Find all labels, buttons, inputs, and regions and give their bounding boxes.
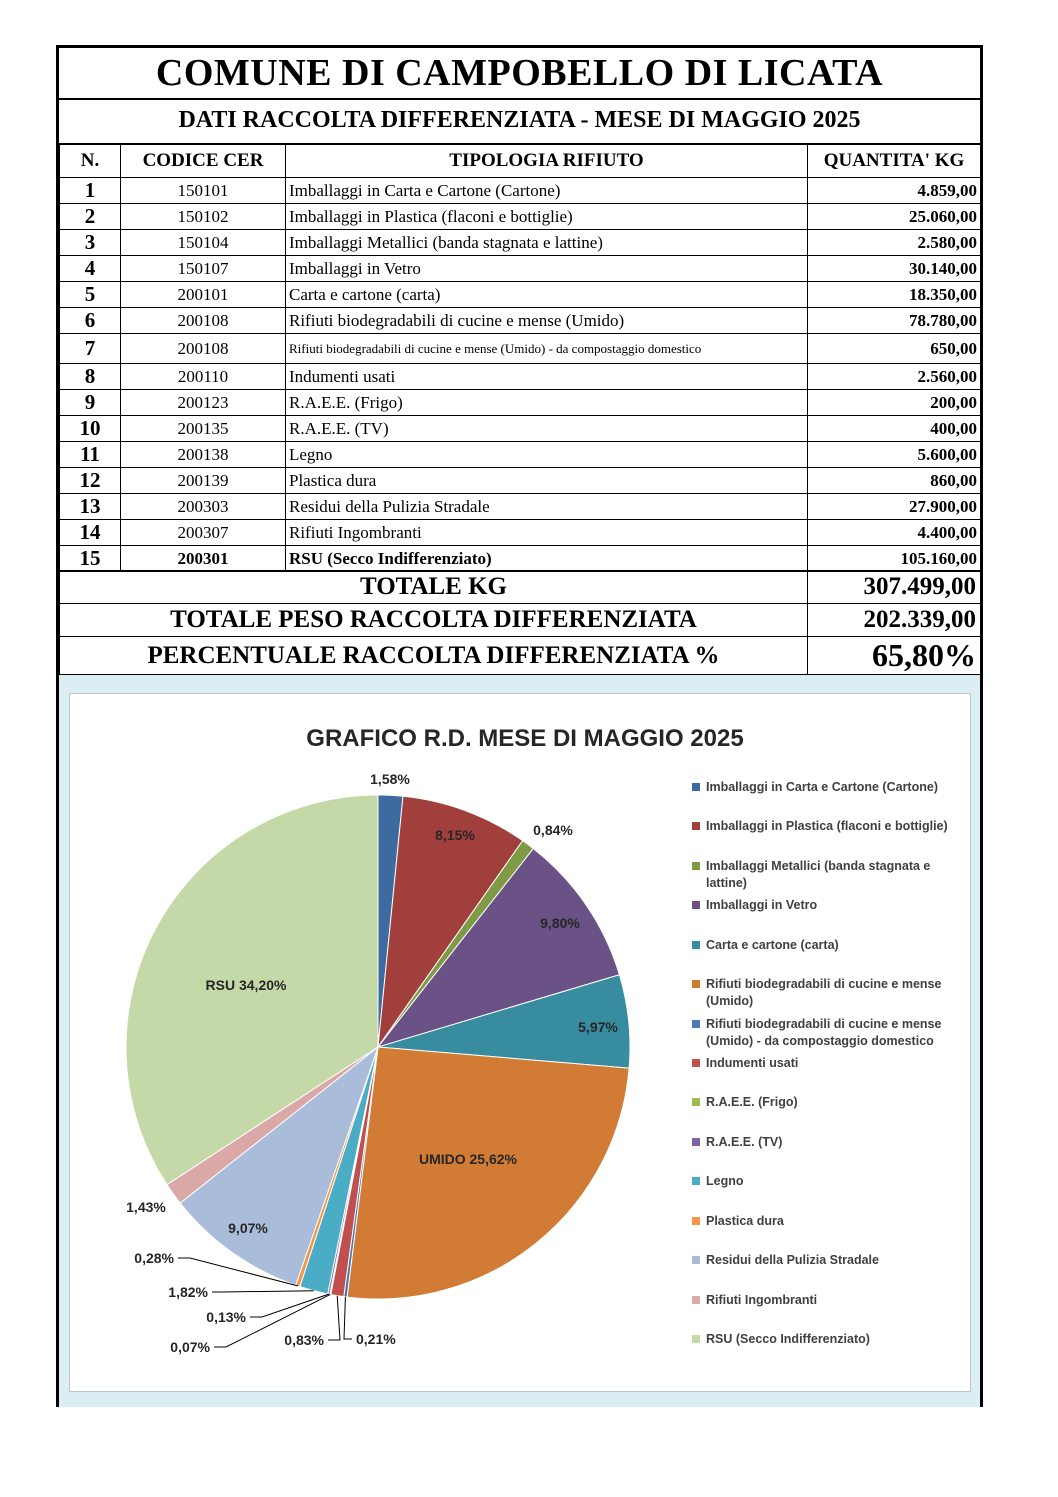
quantity: 2.560,00 bbox=[808, 364, 981, 390]
legend-swatch bbox=[692, 1256, 700, 1264]
cer-code: 150104 bbox=[121, 230, 286, 256]
chart-box bbox=[69, 693, 971, 1392]
cer-code: 200307 bbox=[121, 520, 286, 546]
legend-item: Rifiuti biodegradabili di cucine e mense (Umido) - da compostaggio domestico bbox=[706, 1017, 942, 1048]
waste-type: Imballaggi in Carta e Cartone (Cartone) bbox=[286, 178, 808, 204]
waste-type: Imballaggi Metallici (banda stagnata e lattine) bbox=[286, 230, 808, 256]
quantity: 650,00 bbox=[808, 334, 981, 364]
row-number: 7 bbox=[60, 334, 121, 364]
column-header-quantity: QUANTITA' KG bbox=[808, 144, 981, 178]
legend-item: Carta e cartone (carta) bbox=[706, 938, 839, 952]
percentage-rd-value: 65,80% bbox=[808, 637, 981, 675]
quantity: 18.350,00 bbox=[808, 282, 981, 308]
row-number: 1 bbox=[60, 178, 121, 204]
chart-title: GRAFICO R.D. MESE DI MAGGIO 2025 bbox=[306, 725, 744, 752]
quantity: 4.400,00 bbox=[808, 520, 981, 546]
percentage-rd-row bbox=[60, 637, 981, 675]
row-number: 12 bbox=[60, 468, 121, 494]
legend-item: Imballaggi in Vetro bbox=[706, 898, 818, 912]
slice-label: 0,13% bbox=[206, 1309, 246, 1325]
legend-item: Imballaggi Metallici (banda stagnata e lattine) bbox=[706, 859, 931, 890]
leader-line bbox=[250, 1294, 329, 1317]
table-row bbox=[60, 230, 981, 256]
column-header-number: N. bbox=[60, 144, 121, 178]
cer-code: 200123 bbox=[121, 390, 286, 416]
pie-slice-rifiuti-biodegradabili-di-cucine-e-mense-umido bbox=[347, 1047, 629, 1299]
cer-code: 150102 bbox=[121, 204, 286, 230]
column-header-cer-code: CODICE CER bbox=[121, 144, 286, 178]
waste-type: Plastica dura bbox=[286, 468, 808, 494]
total-kg-label: TOTALE KG bbox=[60, 571, 808, 604]
table-row bbox=[60, 520, 981, 546]
row-number: 4 bbox=[60, 256, 121, 282]
table-row bbox=[60, 364, 981, 390]
row-number: 11 bbox=[60, 442, 121, 468]
slice-label: 0,83% bbox=[284, 1332, 324, 1348]
pie-slices bbox=[126, 795, 630, 1299]
row-number: 2 bbox=[60, 204, 121, 230]
report-sheet bbox=[56, 45, 983, 1407]
legend-item: RSU (Secco Indifferenziato) bbox=[706, 1332, 870, 1346]
total-rd-row bbox=[60, 604, 981, 637]
cer-code: 200139 bbox=[121, 468, 286, 494]
table-row bbox=[60, 468, 981, 494]
slice-label: 9,80% bbox=[540, 915, 580, 931]
cer-code: 200138 bbox=[121, 442, 286, 468]
slice-label: RSU 34,20% bbox=[205, 977, 287, 993]
table-row bbox=[60, 494, 981, 520]
quantity: 400,00 bbox=[808, 416, 981, 442]
slice-label: 1,43% bbox=[126, 1199, 166, 1215]
cer-code: 200108 bbox=[121, 308, 286, 334]
row-number: 14 bbox=[60, 520, 121, 546]
waste-type: Imballaggi in Vetro bbox=[286, 256, 808, 282]
table-row bbox=[60, 546, 981, 572]
total-kg-value: 307.499,00 bbox=[808, 571, 981, 604]
totals-table bbox=[59, 570, 981, 675]
row-number: 3 bbox=[60, 230, 121, 256]
waste-type: RSU (Secco Indifferenziato) bbox=[286, 546, 808, 572]
legend-item: Rifiuti biodegradabili di cucine e mense (Umido) bbox=[706, 977, 942, 1008]
legend-item: Imballaggi in Carta e Cartone (Cartone) bbox=[706, 780, 938, 794]
quantity: 4.859,00 bbox=[808, 178, 981, 204]
legend-swatch bbox=[692, 941, 700, 949]
quantity: 5.600,00 bbox=[808, 442, 981, 468]
slice-label: 1,58% bbox=[370, 771, 410, 787]
legend-swatch bbox=[692, 901, 700, 909]
quantity: 860,00 bbox=[808, 468, 981, 494]
table-row bbox=[60, 282, 981, 308]
page-title: COMUNE DI CAMPOBELLO DI LICATA bbox=[59, 48, 980, 100]
table-row bbox=[60, 256, 981, 282]
cer-code: 200301 bbox=[121, 546, 286, 572]
table-header-row bbox=[60, 144, 981, 178]
waste-type: Indumenti usati bbox=[286, 364, 808, 390]
row-number: 8 bbox=[60, 364, 121, 390]
page-subtitle: DATI RACCOLTA DIFFERENZIATA - MESE DI MAGGIO 2025 bbox=[59, 98, 980, 145]
legend-swatch bbox=[692, 1020, 700, 1028]
legend-swatch bbox=[692, 1059, 700, 1067]
legend-item: Residui della Pulizia Stradale bbox=[706, 1253, 879, 1267]
legend-swatch bbox=[692, 1098, 700, 1106]
legend-swatch bbox=[692, 822, 700, 830]
legend-item: Imballaggi in Plastica (flaconi e bottiglie) bbox=[706, 819, 948, 833]
legend-swatch bbox=[692, 1296, 700, 1304]
table-row bbox=[60, 390, 981, 416]
slice-label: UMIDO 25,62% bbox=[418, 1151, 518, 1167]
legend-item: Legno bbox=[706, 1174, 744, 1188]
total-rd-value: 202.339,00 bbox=[808, 604, 981, 637]
row-number: 15 bbox=[60, 546, 121, 572]
legend-swatch bbox=[692, 1177, 700, 1185]
total-rd-label: TOTALE PESO RACCOLTA DIFFERENZIATA bbox=[60, 604, 808, 637]
waste-type: R.A.E.E. (TV) bbox=[286, 416, 808, 442]
legend-swatch bbox=[692, 1335, 700, 1343]
slice-label: 0,28% bbox=[134, 1250, 174, 1266]
table-row bbox=[60, 334, 981, 364]
slice-label: 9,07% bbox=[228, 1220, 268, 1236]
cer-code: 200108 bbox=[121, 334, 286, 364]
waste-type: R.A.E.E. (Frigo) bbox=[286, 390, 808, 416]
legend-swatch bbox=[692, 1138, 700, 1146]
column-header-waste-type: TIPOLOGIA RIFIUTO bbox=[286, 144, 808, 178]
legend-swatch bbox=[692, 862, 700, 870]
pie-chart bbox=[70, 694, 970, 1391]
quantity: 2.580,00 bbox=[808, 230, 981, 256]
row-number: 13 bbox=[60, 494, 121, 520]
quantity: 25.060,00 bbox=[808, 204, 981, 230]
waste-table bbox=[59, 143, 981, 572]
waste-type: Rifiuti Ingombranti bbox=[286, 520, 808, 546]
slice-label: 0,07% bbox=[170, 1339, 210, 1355]
cer-code: 150107 bbox=[121, 256, 286, 282]
legend-item: R.A.E.E. (TV) bbox=[706, 1135, 783, 1149]
waste-type: Rifiuti biodegradabili di cucine e mense (Umido) - da compostaggio domestico bbox=[286, 334, 808, 364]
leader-line bbox=[212, 1291, 314, 1292]
quantity: 27.900,00 bbox=[808, 494, 981, 520]
row-number: 5 bbox=[60, 282, 121, 308]
cer-code: 200110 bbox=[121, 364, 286, 390]
table-row bbox=[60, 178, 981, 204]
waste-type: Residui della Pulizia Stradale bbox=[286, 494, 808, 520]
percentage-rd-label: PERCENTUALE RACCOLTA DIFFERENZIATA % bbox=[60, 637, 808, 675]
leader-line bbox=[328, 1296, 340, 1340]
legend-item: Rifiuti Ingombranti bbox=[706, 1293, 818, 1307]
legend-item: R.A.E.E. (Frigo) bbox=[706, 1095, 798, 1109]
table-row bbox=[60, 442, 981, 468]
slice-label: 8,15% bbox=[435, 827, 475, 843]
slice-label: 5,97% bbox=[578, 1019, 618, 1035]
legend-swatch bbox=[692, 1217, 700, 1225]
table-row bbox=[60, 308, 981, 334]
legend-swatch bbox=[692, 783, 700, 791]
chart-area bbox=[59, 675, 980, 1407]
waste-type: Imballaggi in Plastica (flaconi e bottiglie) bbox=[286, 204, 808, 230]
waste-type: Rifiuti biodegradabili di cucine e mense (Umido) bbox=[286, 308, 808, 334]
legend-item: Plastica dura bbox=[706, 1214, 784, 1228]
total-kg-row bbox=[60, 571, 981, 604]
row-number: 10 bbox=[60, 416, 121, 442]
slice-label: 0,21% bbox=[356, 1331, 396, 1347]
slice-label: 1,82% bbox=[168, 1284, 208, 1300]
cer-code: 200303 bbox=[121, 494, 286, 520]
quantity: 105.160,00 bbox=[808, 546, 981, 572]
chart-legend bbox=[692, 780, 948, 1346]
waste-type: Carta e cartone (carta) bbox=[286, 282, 808, 308]
quantity: 30.140,00 bbox=[808, 256, 981, 282]
quantity: 78.780,00 bbox=[808, 308, 981, 334]
cer-code: 150101 bbox=[121, 178, 286, 204]
cer-code: 200135 bbox=[121, 416, 286, 442]
row-number: 9 bbox=[60, 390, 121, 416]
legend-item: Indumenti usati bbox=[706, 1056, 799, 1070]
slice-label: 0,84% bbox=[533, 822, 573, 838]
leader-line bbox=[344, 1297, 352, 1339]
cer-code: 200101 bbox=[121, 282, 286, 308]
table-row bbox=[60, 204, 981, 230]
row-number: 6 bbox=[60, 308, 121, 334]
table-row bbox=[60, 416, 981, 442]
legend-swatch bbox=[692, 980, 700, 988]
waste-type: Legno bbox=[286, 442, 808, 468]
quantity: 200,00 bbox=[808, 390, 981, 416]
